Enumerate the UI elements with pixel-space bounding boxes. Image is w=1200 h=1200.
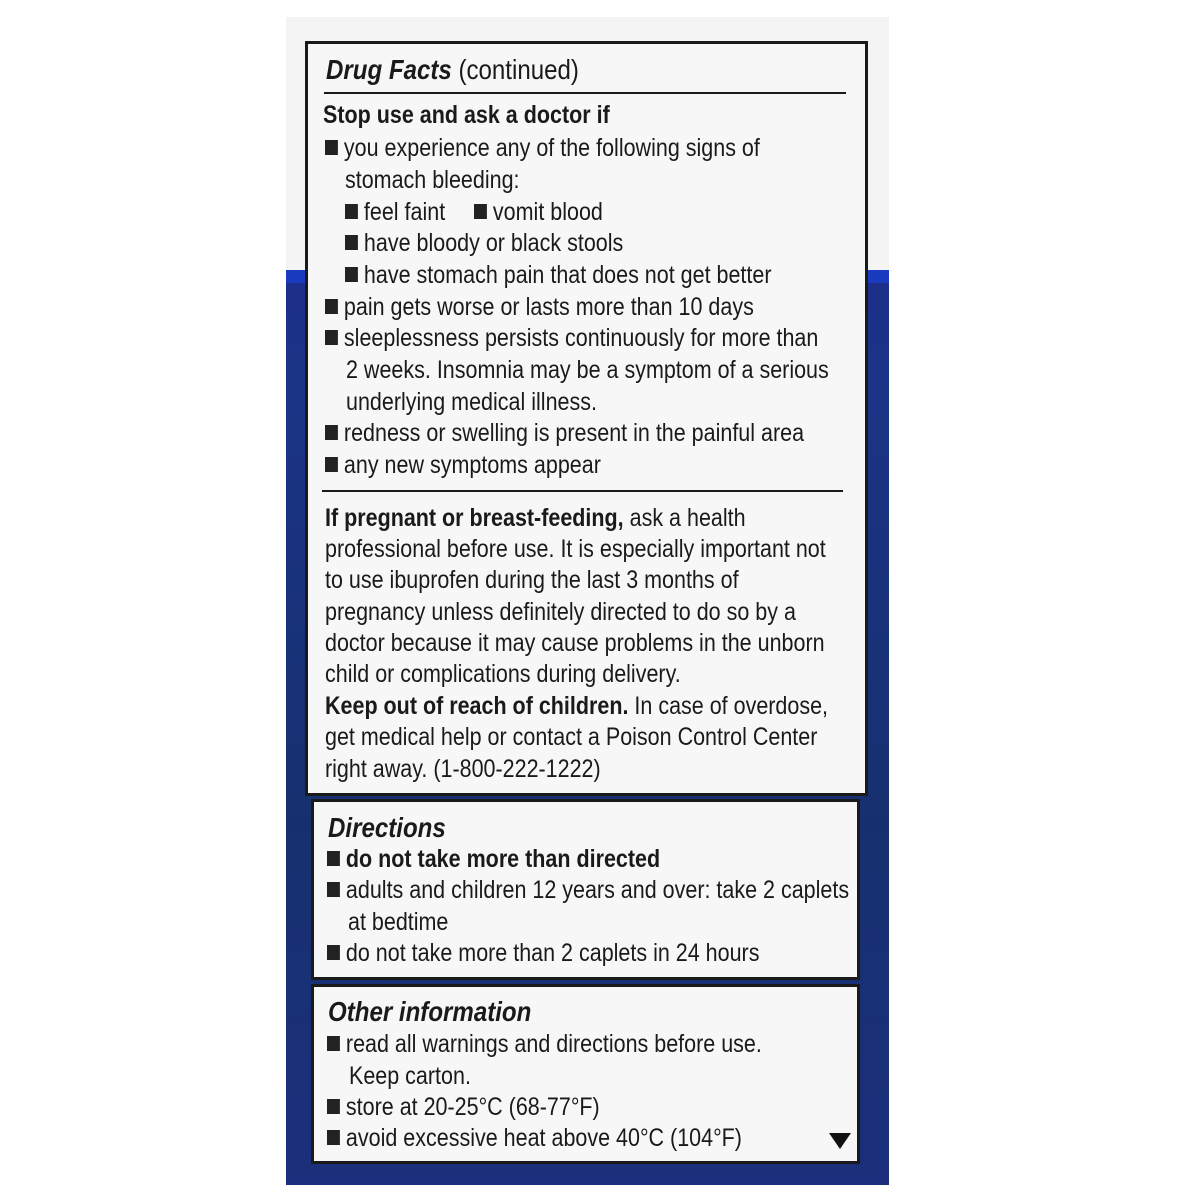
- list-item: do not take more than 2 caplets in 24 hours: [327, 941, 759, 966]
- list-item: pain gets worse or lasts more than 10 days: [325, 295, 754, 320]
- pregnancy-line-2: professional before use. It is especially important not: [325, 535, 826, 563]
- square-bullet-icon: [345, 235, 358, 250]
- square-bullet-icon: [327, 1036, 340, 1051]
- square-bullet-icon: [325, 457, 338, 472]
- square-bullet-icon: [327, 1099, 340, 1114]
- children-line-1: Keep out of reach of children. In case of overdose,: [325, 692, 829, 720]
- pregnancy-line-1: If pregnant or breast-feeding, ask a health: [325, 504, 746, 532]
- square-bullet-icon: [474, 204, 487, 219]
- other-information-heading: Other information: [328, 996, 532, 1027]
- square-bullet-icon: [345, 204, 358, 219]
- square-bullet-icon: [327, 851, 340, 866]
- list-item: sleeplessness persists continuously for more than: [325, 326, 818, 351]
- pregnancy-line-6: child or complications during delivery.: [325, 660, 681, 688]
- sub-list-item: feel faint: [345, 200, 445, 225]
- square-bullet-icon: [327, 945, 340, 960]
- drug-facts-title-text: Drug Facts: [326, 54, 452, 85]
- list-item-continued: underlying medical illness.: [346, 388, 597, 416]
- square-bullet-icon: [345, 267, 358, 282]
- drug-facts-title: [326, 56, 579, 84]
- square-bullet-icon: [325, 140, 338, 155]
- list-item-continued: at bedtime: [348, 908, 449, 936]
- children-line-3: right away. (1-800-222-1222): [325, 755, 601, 783]
- list-item-continued: stomach bleeding:: [345, 166, 520, 194]
- sub-list-item: vomit blood: [474, 200, 603, 225]
- list-item: avoid excessive heat above 40°C (104°F): [327, 1126, 742, 1151]
- title-rule: [324, 92, 846, 94]
- pregnancy-line-4: pregnancy unless definitely directed to do so by a: [325, 598, 796, 626]
- pregnancy-line-3: to use ibuprofen during the last 3 months of: [325, 566, 739, 594]
- drug-facts-title-suffix: (continued): [458, 54, 579, 85]
- directions-heading: Directions: [328, 812, 446, 843]
- section-rule: [322, 490, 843, 492]
- pregnancy-line-5: doctor because it may cause problems in the unborn: [325, 629, 825, 657]
- list-item: read all warnings and directions before use.: [327, 1032, 762, 1057]
- square-bullet-icon: [327, 882, 340, 897]
- list-item-continued: 2 weeks. Insomnia may be a symptom of a serious: [346, 356, 829, 384]
- sub-list-item: have bloody or black stools: [345, 231, 623, 256]
- list-item-continued: Keep carton.: [349, 1062, 471, 1090]
- list-item: store at 20-25°C (68-77°F): [327, 1095, 600, 1120]
- square-bullet-icon: [325, 299, 338, 314]
- children-line-2: get medical help or contact a Poison Control Center: [325, 723, 818, 751]
- list-item: adults and children 12 years and over: take 2 caplets: [327, 878, 849, 903]
- sub-list-item: have stomach pain that does not get better: [345, 263, 772, 288]
- list-item: you experience any of the following signs of: [325, 136, 760, 161]
- square-bullet-icon: [325, 425, 338, 440]
- list-item: redness or swelling is present in the painful area: [325, 421, 804, 446]
- square-bullet-icon: [325, 330, 338, 345]
- list-item: any new symptoms appear: [325, 453, 601, 478]
- list-item: do not take more than directed: [327, 847, 660, 872]
- down-triangle-icon: [829, 1133, 851, 1149]
- stop-use-heading: Stop use and ask a doctor if: [323, 101, 610, 129]
- square-bullet-icon: [327, 1130, 340, 1145]
